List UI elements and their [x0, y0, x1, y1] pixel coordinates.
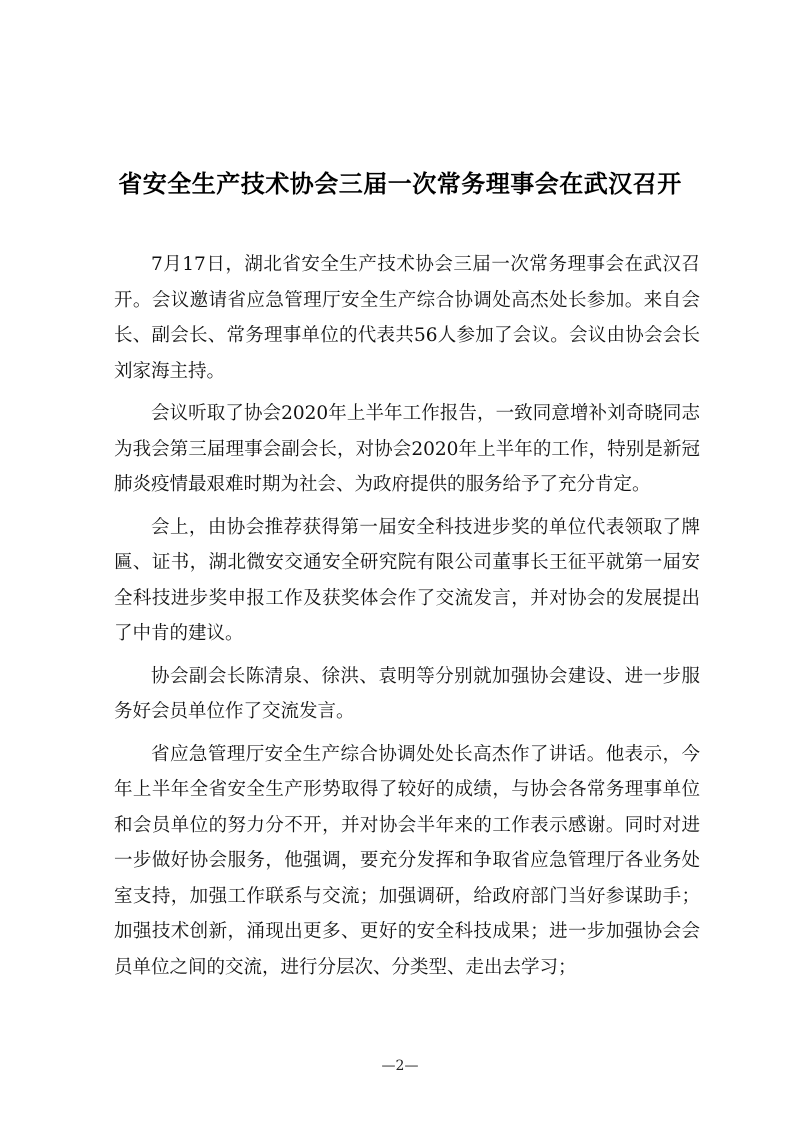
paragraph-4: 协会副会长陈清泉、徐洪、袁明等分别就加强协会建设、进一步服务好会员单位作了交流发言。 [114, 665, 700, 722]
document-title: 省安全生产技术协会三届一次常务理事会在武汉召开 [118, 170, 682, 198]
paragraph-3: 会上，由协会推荐获得第一届安全科技进步奖的单位代表领取了牌匾、证书，湖北微安交通安全研究院有限公司董事长王征平就第一届安全科技进步奖申报工作及获奖体会作了交流发言，并对协会的发展提出了中肯的建议。 [114, 516, 700, 644]
page-number: —2— [381, 1058, 419, 1074]
paragraph-2: 会议听取了协会2020年上半年工作报告，一致同意增补刘奇晓同志为我会第三届理事会副会长，对协会2020年上半年的工作，特别是新冠肺炎疫情最艰难时期为社会、为政府提供的服务给予了充分肯定。 [114, 403, 700, 495]
paragraph-5: 省应急管理厅安全生产综合协调处处长高杰作了讲话。他表示，今年上半年全省安全生产形势取得了较好的成绩，与协会各常务理事单位和会员单位的努力分不开，并对协会半年来的工作表示感谢。同时对进一步做好协会服务，他强调，要充分发挥和争取省应急管理厅各业务处室支持，加强工作联系与交流；加强调研，给政府部门当好参谋助手；加强技术创新，涌现出更多、更好的安全科技成果；进一步加强协会会员单位之间的交流，进行分层次、分类型、走出去学习； [114, 743, 700, 978]
paragraph-1: 7月17日，湖北省安全生产技术协会三届一次常务理事会在武汉召开。会议邀请省应急管理厅安全生产综合协调处高杰处长参加。来自会长、副会长、常务理事单位的代表共56人参加了会议。会议由协会会长刘家海主持。 [114, 254, 700, 382]
document-body [114, 247, 700, 992]
